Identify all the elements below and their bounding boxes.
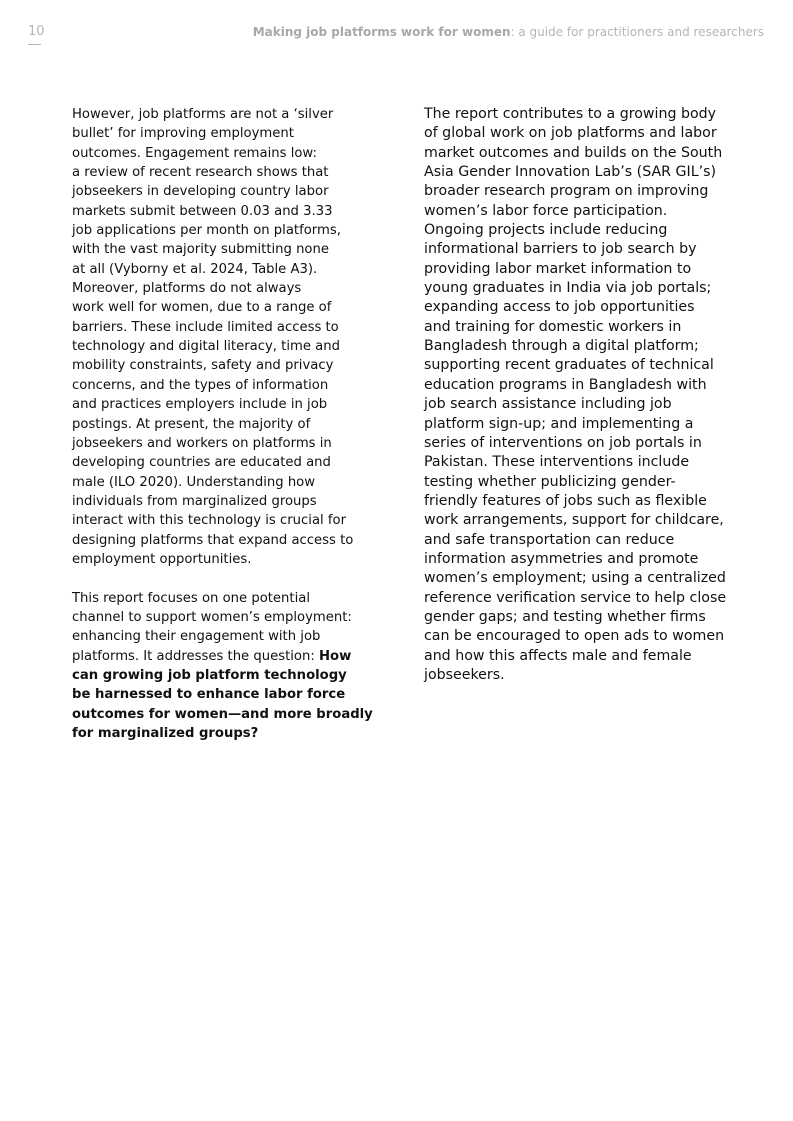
text-line: jobseekers in developing country labor xyxy=(72,184,329,200)
text-line: Moreover, platforms do not always xyxy=(72,281,302,297)
text-line: mobility constraints, safety and privacy xyxy=(72,358,334,374)
text-line: developing countries are educated and xyxy=(72,455,331,471)
text-line: male (ILO 2020). Understanding how xyxy=(72,474,316,490)
text-line: Bangladesh through a digital platform; xyxy=(424,338,699,355)
text-line: of global work on job platforms and labor xyxy=(424,125,717,142)
question-line: can growing job platform technology xyxy=(72,667,347,683)
right-column xyxy=(424,105,727,685)
text-line: education programs in Bangladesh with xyxy=(424,376,707,393)
text-line: information asymmetries and promote xyxy=(424,550,699,567)
text-line: young graduates in India via job portals; xyxy=(424,280,712,297)
text-line: bullet’ for improving employment xyxy=(72,126,294,142)
text-line: reference verification service to help close xyxy=(424,589,727,606)
text-line: Ongoing projects include reducing xyxy=(424,222,668,239)
text-line: women’s employment; using a centralized xyxy=(424,570,726,587)
text-line: market outcomes and builds on the South xyxy=(424,144,723,161)
text-line: barriers. These include limited access to xyxy=(72,319,339,335)
text-line: Pakistan. These interventions include xyxy=(424,454,690,471)
question-line: be harnessed to enhance labor force xyxy=(72,687,346,703)
text-line: and training for domestic workers in xyxy=(424,318,682,335)
text-line: with the vast majority submitting none xyxy=(72,242,329,258)
text-line: and safe transportation can reduce xyxy=(424,531,675,548)
text-line: at all (Vyborny et al. 2024, Table A3). xyxy=(72,261,318,277)
text-line: testing whether publicizing gender- xyxy=(424,473,676,490)
text-line: job search assistance including job xyxy=(424,396,672,413)
text-line: concerns, and the types of information xyxy=(72,377,329,393)
page-number: 10 xyxy=(28,24,45,39)
paragraph-2 xyxy=(72,589,372,744)
text-line: jobseekers. xyxy=(424,666,505,683)
question-intro: platforms. It addresses the question: xyxy=(72,648,319,664)
paragraph-gap xyxy=(72,569,372,588)
text-line: work arrangements, support for childcare, xyxy=(424,512,724,529)
text-line: enhancing their engagement with job xyxy=(72,629,321,645)
question-start: How xyxy=(318,648,352,664)
text-line: providing labor market information to xyxy=(424,260,692,277)
text-line: expanding access to job opportunities xyxy=(424,299,695,316)
text-line: women’s labor force participation. xyxy=(424,202,668,219)
paragraph-1 xyxy=(72,105,372,569)
paragraph-3 xyxy=(424,105,727,685)
text-line: informational barriers to job search by xyxy=(424,241,697,258)
text-line: friendly features of jobs such as flexible xyxy=(424,492,707,509)
text-line: This report focuses on one potential xyxy=(72,590,310,606)
text-line: platform sign-up; and implementing a xyxy=(424,415,694,432)
text-line: interact with this technology is crucial for xyxy=(72,513,347,529)
text-line: The report contributes to a growing body xyxy=(424,106,717,122)
page-number-rule xyxy=(28,44,41,45)
text-line: series of interventions on job portals in xyxy=(424,434,702,451)
question-line: for marginalized groups? xyxy=(72,726,259,741)
text-line: gender gaps; and testing whether firms xyxy=(424,608,706,625)
text-line: channel to support women’s employment: xyxy=(72,609,352,625)
text-line: broader research program on improving xyxy=(424,183,709,200)
text-line: supporting recent graduates of technical xyxy=(424,357,714,374)
text-line: However, job platforms are not a ‘silver xyxy=(72,107,334,122)
text-line: and practices employers include in job xyxy=(72,397,328,413)
text-line: individuals from marginalized groups xyxy=(72,493,317,509)
left-column xyxy=(72,105,372,743)
text-line: and how this affects male and female xyxy=(424,647,692,664)
text-line xyxy=(72,647,372,666)
text-line: markets submit between 0.03 and 3.33 xyxy=(72,203,333,219)
text-line: job applications per month on platforms, xyxy=(72,223,341,239)
text-line: outcomes. Engagement remains low: xyxy=(72,145,317,161)
text-line: Asia Gender Innovation Lab’s (SAR GIL’s) xyxy=(424,164,717,181)
text-line: postings. At present, the majority of xyxy=(72,416,311,432)
text-line: work well for women, due to a range of xyxy=(72,300,332,316)
text-line: a review of recent research shows that xyxy=(72,165,329,181)
text-line: designing platforms that expand access to xyxy=(72,532,354,548)
text-line: can be encouraged to open ads to women xyxy=(424,628,725,645)
text-line: employment opportunities. xyxy=(72,551,252,567)
running-header xyxy=(253,24,764,40)
running-header-title: Making job platforms work for women xyxy=(252,25,511,39)
question-line: outcomes for women—and more broadly xyxy=(72,706,373,722)
running-header-subtitle: : a guide for practitioners and researchers xyxy=(510,25,764,39)
text-line: technology and digital literacy, time and xyxy=(72,339,340,355)
text-line: jobseekers and workers on platforms in xyxy=(72,435,332,451)
